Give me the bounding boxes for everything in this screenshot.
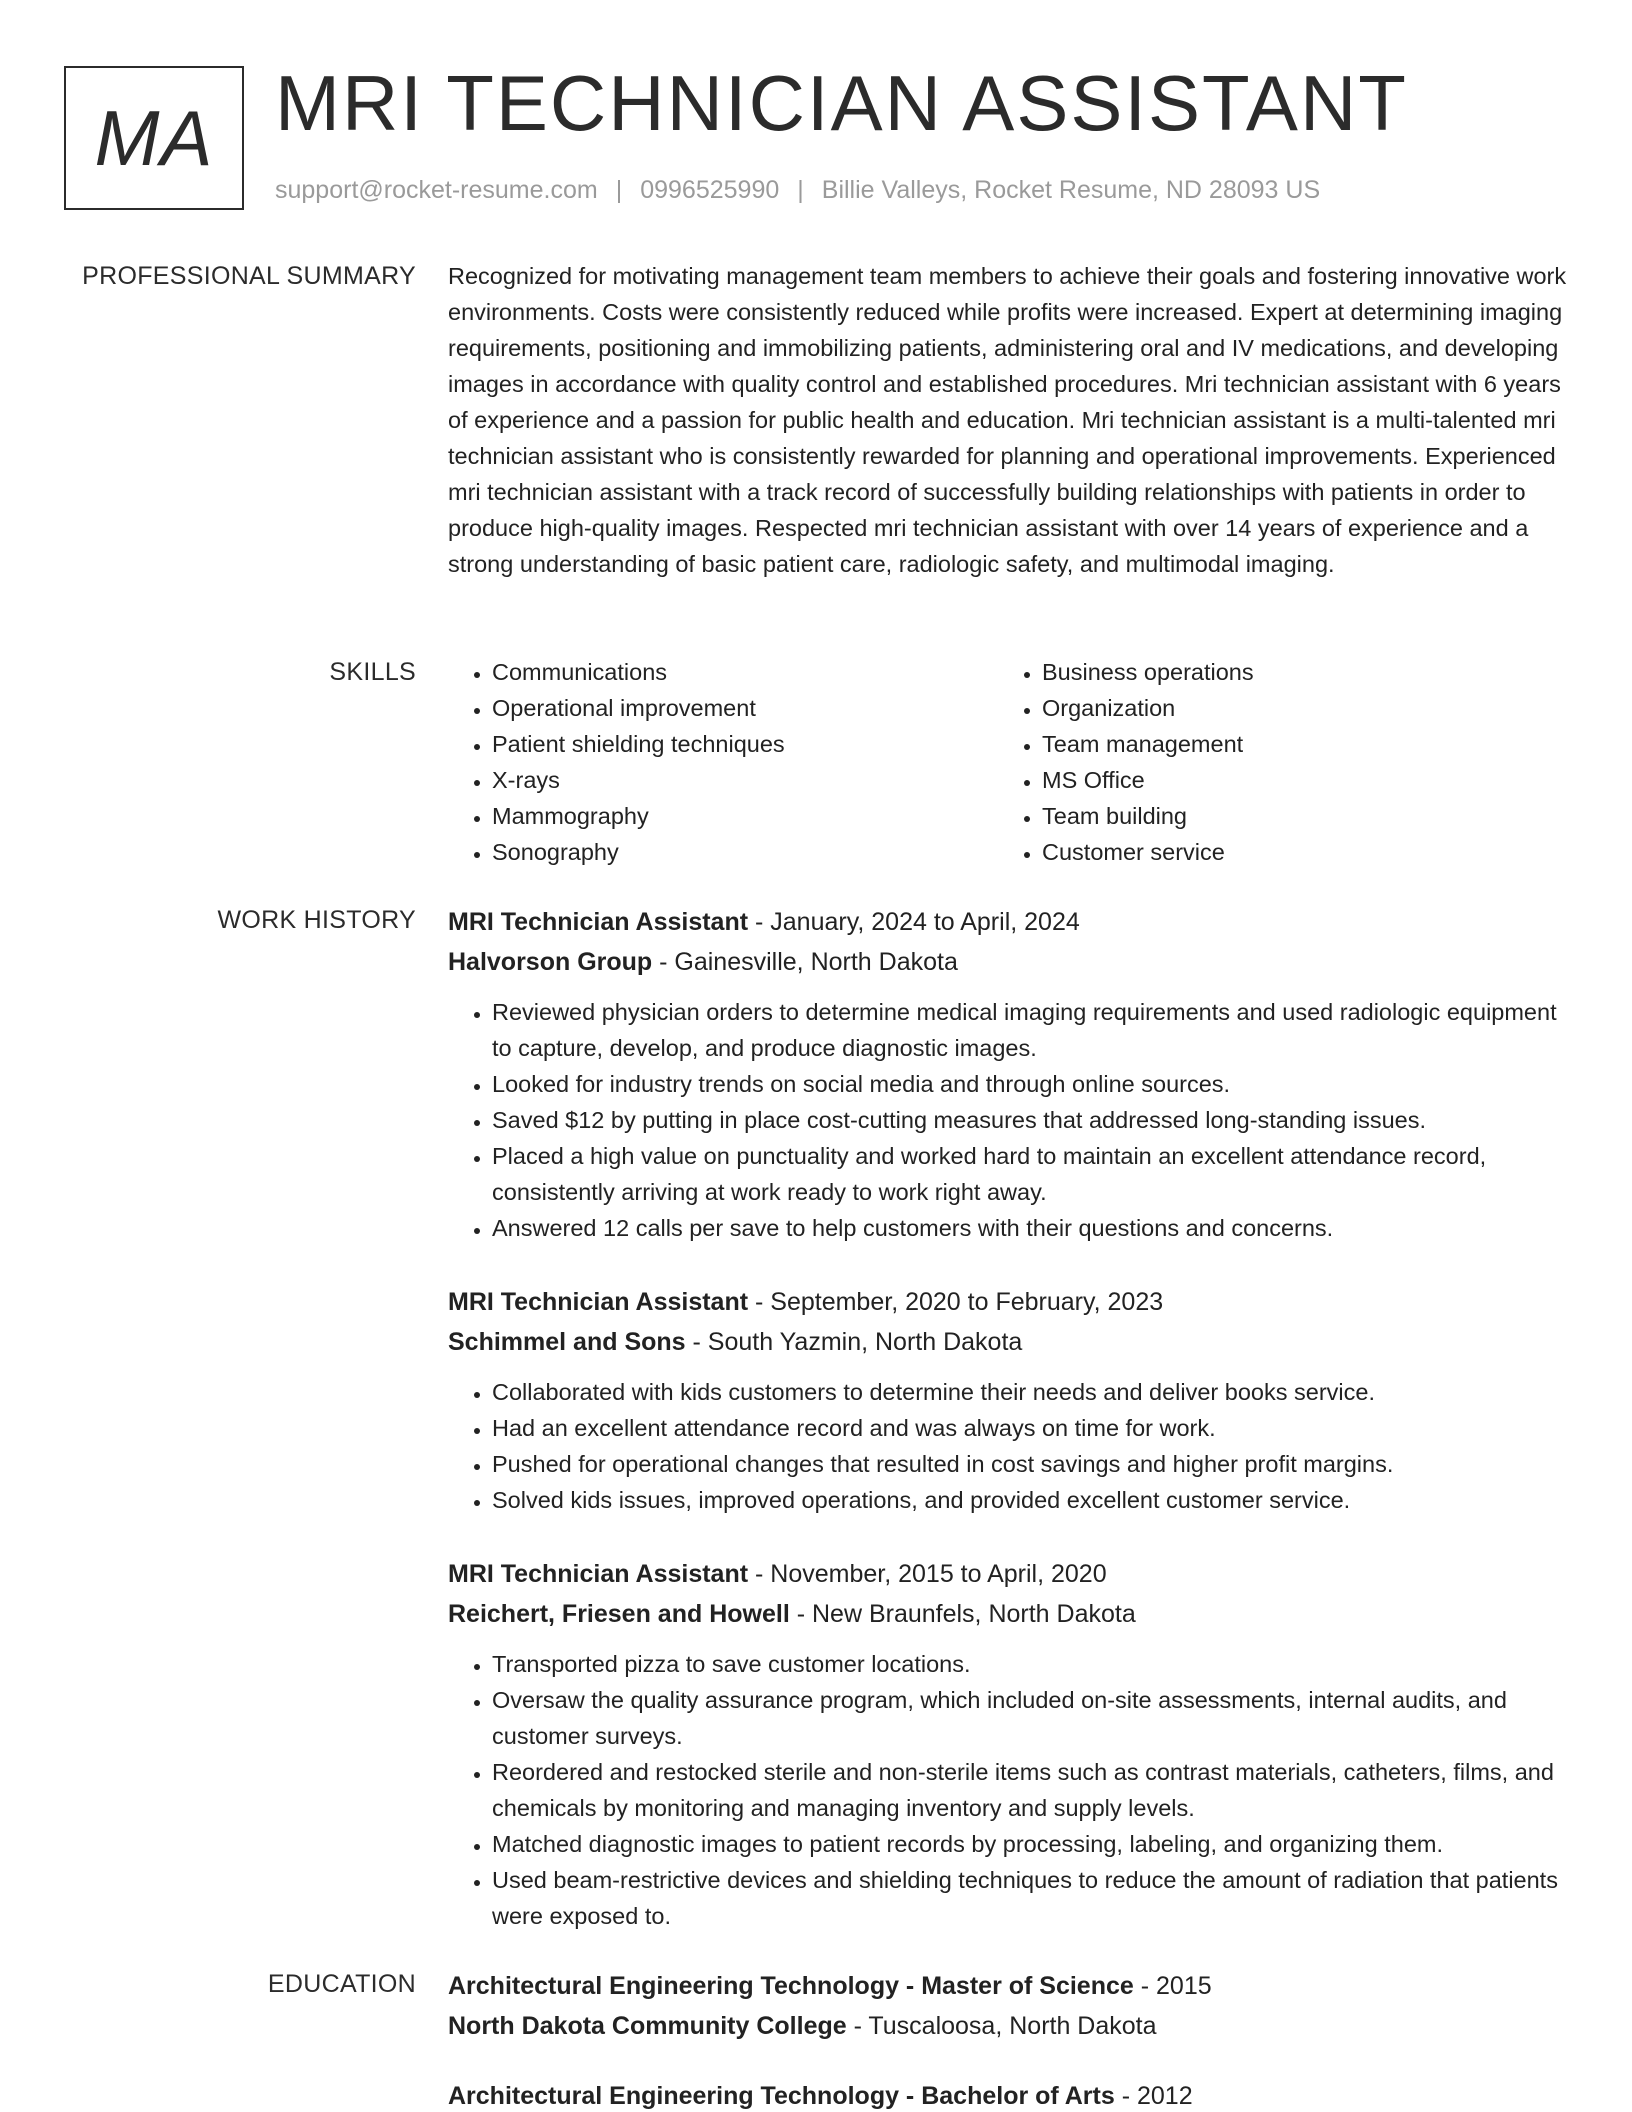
contact-line: [275, 176, 1320, 205]
job-bullet: • Matched diagnostic images to patient records by processing, labeling, and organizing them.: [492, 1826, 1570, 1862]
job-bullet: • Placed a high value on punctuality and worked hard to maintain an excellent attendance record, consistently arriving at work ready to work right away.: [492, 1138, 1570, 1210]
education-degree-line: [448, 2076, 1570, 2112]
job-bullet: • Had an excellent attendance record and was always on time for work.: [492, 1410, 1570, 1446]
job-company-line: [448, 1594, 1570, 1634]
job-bullets: [448, 1374, 1570, 1518]
skill-item: • Communications: [492, 654, 998, 690]
skill-item: • Operational improvement: [492, 690, 998, 726]
contact-email[interactable]: support@rocket-resume.com: [275, 176, 598, 204]
education-degree-line: [448, 1966, 1570, 2006]
education-entry: [448, 1966, 1570, 2046]
job-title-line: [448, 1554, 1570, 1594]
contact-separator: |: [797, 176, 804, 204]
education-location: - Tuscaloosa, North Dakota: [846, 2012, 1157, 2040]
job-location: - Gainesville, North Dakota: [652, 948, 958, 976]
skill-item: • Business operations: [1042, 654, 1548, 690]
job-role: MRI Technician Assistant: [448, 1560, 749, 1588]
skill-item: • Patient shielding techniques: [492, 726, 998, 762]
contact-phone[interactable]: 0996525990: [640, 176, 780, 204]
skill-item: • Team building: [1042, 798, 1548, 834]
summary-heading: PROFESSIONAL SUMMARY: [82, 262, 416, 290]
job-bullet: • Reordered and restocked sterile and non-sterile items such as contrast materials, catheters, films, and chemicals by monitoring and managing inventory and supply levels.: [492, 1754, 1570, 1826]
skill-item: • Customer service: [1042, 834, 1548, 870]
job-bullet: • Oversaw the quality assurance program, which included on-site assessments, internal audits, and customer surveys.: [492, 1682, 1570, 1754]
job-bullet: • Collaborated with kids customers to determine their needs and deliver books service.: [492, 1374, 1570, 1410]
job-company: Halvorson Group: [448, 948, 653, 976]
job-bullet: • Pushed for operational changes that resulted in cost savings and higher profit margins.: [492, 1446, 1570, 1482]
job-bullet: • Transported pizza to save customer locations.: [492, 1646, 1570, 1682]
education-school: North Dakota Community College: [448, 2012, 847, 2040]
skill-item: • Sonography: [492, 834, 998, 870]
job-company: Schimmel and Sons: [448, 1328, 686, 1356]
job-entry: [448, 1554, 1570, 1934]
job-entry: [448, 902, 1570, 1246]
job-title-line: [448, 902, 1570, 942]
job-dates: - September, 2020 to February, 2023: [748, 1288, 1164, 1316]
job-company-line: [448, 1322, 1570, 1362]
job-bullet: • Reviewed physician orders to determine medical imaging requirements and used radiologic equipment to capture, develop, and produce diagnostic images.: [492, 994, 1570, 1066]
resume-name: MRI TECHNICIAN ASSISTANT: [275, 59, 1408, 147]
contact-separator: |: [615, 176, 623, 204]
job-location: - South Yazmin, North Dakota: [685, 1328, 1023, 1356]
job-bullet: • Used beam-restrictive devices and shielding techniques to reduce the amount of radiation that patients were exposed to.: [492, 1862, 1570, 1934]
monogram-badge: [64, 66, 244, 210]
skills-heading: SKILLS: [329, 658, 416, 686]
skill-item: • X-rays: [492, 762, 998, 798]
job-location: - New Braunfels, North Dakota: [789, 1600, 1136, 1628]
job-role: MRI Technician Assistant: [448, 908, 749, 936]
job-bullet: • Solved kids issues, improved operations, and provided excellent customer service.: [492, 1482, 1570, 1518]
skills-list-left: [448, 654, 998, 870]
job-entry: [448, 1282, 1570, 1518]
education-year: - 2012: [1114, 2082, 1193, 2110]
contact-address: Billie Valleys, Rocket Resume, ND 28093 US: [821, 176, 1321, 204]
skill-item: • Team management: [1042, 726, 1548, 762]
job-title-line: [448, 1282, 1570, 1322]
education-heading: EDUCATION: [267, 1970, 416, 1998]
job-bullets: [448, 994, 1570, 1246]
skill-item: • Organization: [1042, 690, 1548, 726]
education-school-line: [448, 2006, 1570, 2046]
job-company: Reichert, Friesen and Howell: [448, 1600, 790, 1628]
education-degree: Architectural Engineering Technology - Master of Science: [448, 1972, 1134, 2000]
education-degree: Architectural Engineering Technology - Bachelor of Arts: [448, 2082, 1115, 2110]
job-bullets: [448, 1646, 1570, 1934]
job-dates: - November, 2015 to April, 2020: [748, 1560, 1107, 1588]
summary-text: Recognized for motivating management team members to achieve their goals and fostering innovative work environments. Costs were consistently reduced while profits were increased. Expert at determining imaging requirements, positioning and immobilizing patients, administering oral and IV medications, and developing images in accordance with quality control and established procedures. Mri technician assistant with 6 years of experience and a passion for public health and education. Mri technician assistant is a multi-talented mri technician assistant who is consistently rewarded for planning and operational improvements. Experienced mri technician assistant with a track record of successfully building relationships with patients in order to produce high-quality images. Respected mri technician assistant with over 14 years of experience and a strong understanding of basic patient care, radiologic safety, and multimodal imaging.: [448, 263, 1567, 577]
monogram-initials: MA: [94, 93, 214, 182]
education-entry: [448, 2076, 1570, 2112]
job-role: MRI Technician Assistant: [448, 1288, 749, 1316]
job-company-line: [448, 942, 1570, 982]
job-bullet: • Answered 12 calls per save to help customers with their questions and concerns.: [492, 1210, 1570, 1246]
job-dates: - January, 2024 to April, 2024: [748, 908, 1080, 936]
job-bullet: • Looked for industry trends on social media and through online sources.: [492, 1066, 1570, 1102]
job-bullet: • Saved $12 by putting in place cost-cutting measures that addressed long-standing issues.: [492, 1102, 1570, 1138]
education-year: - 2015: [1133, 1972, 1212, 2000]
skill-item: • Mammography: [492, 798, 998, 834]
work-heading: WORK HISTORY: [217, 906, 416, 934]
skill-item: • MS Office: [1042, 762, 1548, 798]
skills-list-right: [998, 654, 1548, 870]
